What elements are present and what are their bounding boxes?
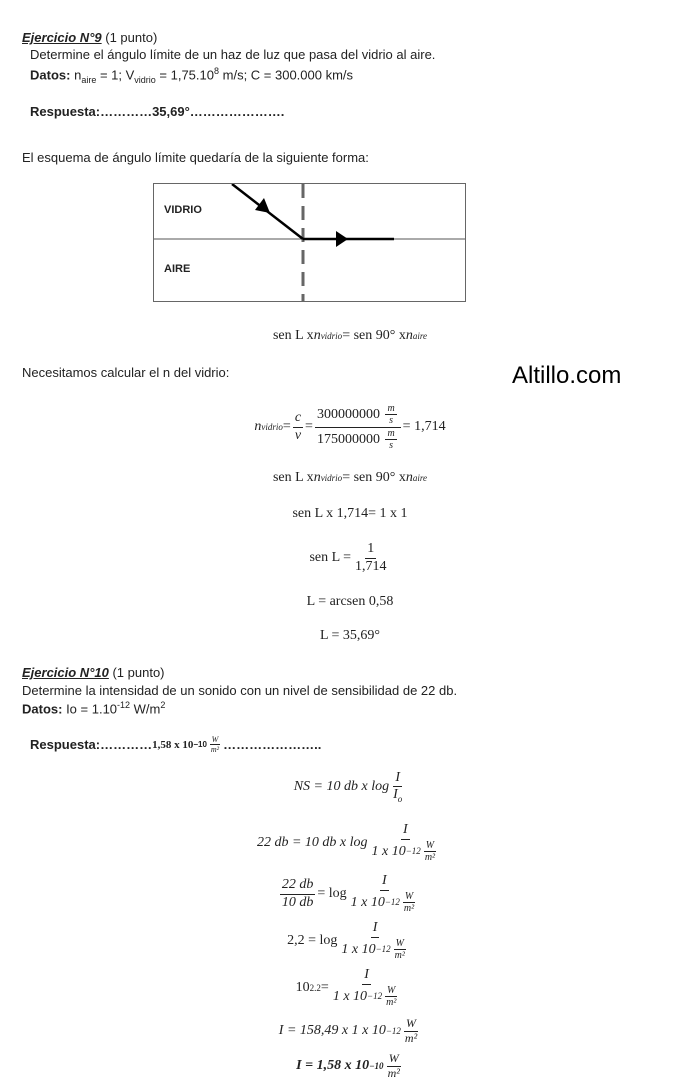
f6-unit — [403, 1017, 419, 1046]
eq2-c-over-v — [293, 410, 303, 443]
f6-W: W — [406, 1015, 417, 1030]
ex9-need-n: Necesitamos calcular el n del vidrio: — [22, 365, 230, 380]
eq2-n-sub: vidrio — [261, 422, 283, 432]
ex9-eq7: L = 35,69° — [319, 628, 381, 643]
ex10-respuesta-m2: m² — [210, 745, 220, 755]
f2-lhs: 22 db = 10 db x log — [256, 835, 368, 850]
eq3-n1-sub: vidrio — [320, 473, 343, 483]
diagram-label-aire: AIRE — [164, 263, 191, 275]
ex9-respuesta — [30, 104, 284, 119]
ex10-datos-unit: W/m — [130, 701, 161, 717]
ex9-eq5 — [0, 538, 700, 578]
f5-W: W — [387, 984, 396, 996]
ex10-respuesta-value: 1,58 x 10 — [152, 738, 194, 751]
f1-fraction — [391, 770, 404, 804]
eq3-lhs: sen L x — [272, 470, 314, 485]
f7-exp: −10 — [369, 1061, 384, 1071]
f2-den-exp: −12 — [405, 846, 421, 857]
f3-lnum: 22 db — [280, 877, 316, 894]
ex10-respuesta-W: W — [211, 735, 219, 744]
eq3-n2-sub: aire — [412, 473, 428, 483]
ex10-statement: Determine la intensidad de un sonido con un nivel de sensibilidad de 22 db. — [22, 683, 458, 698]
refracted-arrow-icon — [336, 231, 348, 247]
ex10-f5 — [0, 963, 700, 1013]
ex9-datos — [30, 66, 353, 85]
f3-m2: m² — [403, 903, 415, 915]
eq3-mid: = sen 90° x — [342, 470, 406, 485]
f3-fraction — [349, 873, 421, 914]
f6-m2: m² — [404, 1030, 418, 1045]
ex10-respuesta-unit — [209, 735, 221, 754]
ex9-datos-v-exp: 8 — [214, 66, 220, 76]
f3-left-fraction — [280, 877, 316, 910]
ex10-f4 — [0, 916, 700, 966]
ex10-respuesta-exp: −10 — [193, 740, 207, 750]
f4-lhs: 2,2 = log — [287, 933, 338, 948]
eq5-num: 1 — [365, 541, 376, 558]
incident-arrow-icon — [255, 198, 270, 213]
f3-lden: 10 db — [281, 894, 314, 910]
ex10-title: Ejercicio N°10 — [22, 665, 109, 680]
eq5-den: 1,714 — [355, 558, 387, 574]
ex10-respuesta-dots2: ………………….. — [223, 737, 322, 753]
f5-base: 10 — [295, 980, 310, 995]
f1-den — [391, 787, 404, 804]
eq2-eq2: = — [305, 419, 313, 434]
f3-mid: = log — [317, 886, 347, 901]
eq2-num-val: 300000000 — [316, 406, 380, 422]
eq5-lhs: sen L = — [309, 550, 352, 565]
diagram-svg — [154, 184, 465, 301]
ex9-eq-snell-2 — [0, 470, 700, 486]
f1-den-sub: o — [397, 793, 403, 804]
ex9-datos-v-sub: vidrio — [134, 74, 156, 85]
ex9-datos-n: n — [74, 67, 82, 83]
f2-den-pre: 1 x 10 — [371, 843, 406, 859]
eq3-n2: n — [405, 470, 413, 485]
eq2-eq: = — [282, 419, 291, 434]
f5-num: I — [362, 967, 371, 984]
eq1-n1-sub: vidrio — [320, 331, 343, 341]
limit-angle-diagram — [153, 183, 466, 302]
ex10-f7 — [0, 1048, 700, 1084]
ex10-f6 — [0, 1014, 700, 1048]
eq1-n2-sub: aire — [412, 331, 428, 341]
f2-W: W — [425, 839, 435, 851]
ex9-intro: El esquema de ángulo límite quedaría de la siguiente forma: — [22, 150, 369, 165]
f2-den — [370, 840, 442, 864]
eq1-n2: n — [405, 328, 413, 343]
ex9-eq-nvidrio — [0, 397, 700, 457]
f3-W: W — [404, 890, 414, 902]
eq2-num — [315, 403, 401, 428]
f1-den-I: I — [393, 786, 398, 802]
f1-num: I — [393, 770, 402, 787]
ex9-datos-n-sub: aire — [81, 74, 97, 85]
eq1-n1: n — [313, 328, 321, 343]
ex9-datos-rest: m/s; C = 300.000 km/s — [219, 67, 354, 83]
f5-den-unit — [384, 985, 398, 1009]
f1-lhs: NS = 10 db x log — [293, 779, 390, 794]
ex9-respuesta-label: Respuesta: — [30, 104, 101, 119]
eq2-den-val: 175000000 — [316, 431, 380, 447]
eq5-fraction — [353, 541, 389, 574]
f4-m2: m² — [394, 950, 405, 962]
f7-unit — [386, 1052, 402, 1081]
f5-fraction — [331, 967, 403, 1008]
ex10-datos-label: Datos: — [22, 701, 63, 717]
f3-den-exp: −12 — [384, 897, 400, 908]
f7-lhs: I = 1,58 x 10 — [296, 1058, 370, 1073]
ex10-datos-unit-exp: 2 — [160, 700, 166, 710]
ex10-respuesta — [30, 735, 321, 754]
f7-m2: m² — [387, 1065, 400, 1080]
eq2-num-m: m — [387, 402, 395, 414]
ex10-datos — [22, 700, 165, 716]
f6-exp: −12 — [385, 1026, 401, 1036]
f4-num: I — [371, 920, 380, 937]
ex10-datos-val: Io = 1.10 — [62, 701, 118, 717]
ex10-respuesta-dots1: ………… — [100, 737, 153, 753]
ex10-points: (1 punto) — [108, 665, 165, 680]
eq1-mid: = sen 90° x — [342, 328, 406, 343]
f5-exp: 2.2 — [309, 983, 321, 993]
f5-eq: = — [320, 980, 329, 995]
f3-den-unit — [402, 891, 416, 915]
ex9-datos-n-val: = 1; V — [96, 67, 135, 83]
eq2-n: n — [254, 419, 262, 434]
f5-den-pre: 1 x 10 — [332, 988, 368, 1004]
f5-den-exp: −12 — [367, 991, 383, 1002]
ex10-respuesta-label: Respuesta: — [30, 737, 101, 753]
eq2-v: v — [294, 427, 302, 443]
f2-num: I — [401, 822, 410, 839]
eq2-den-unit — [385, 428, 396, 452]
eq2-den-m: m — [387, 427, 395, 439]
f4-den — [339, 938, 411, 962]
ex9-title: Ejercicio N°9 — [22, 30, 102, 45]
eq2-result: = 1,714 — [402, 419, 446, 434]
f5-den — [331, 985, 403, 1009]
ex10-datos-exp: -12 — [117, 700, 131, 710]
eq2-den — [315, 428, 401, 452]
eq2-num-s: s — [389, 415, 393, 426]
ex10-f1 — [0, 766, 700, 808]
f2-m2: m² — [424, 852, 436, 864]
diagram-label-vidrio: VIDRIO — [164, 204, 202, 216]
ex10-f2 — [0, 818, 700, 868]
f4-den-unit — [393, 938, 407, 962]
ex9-eq-snell — [0, 328, 700, 344]
f5-m2: m² — [386, 997, 397, 1009]
f6-lhs: I = 158,49 x 1 x 10 — [278, 1023, 386, 1038]
ex10-f3 — [0, 868, 700, 920]
eq3-n1: n — [313, 470, 321, 485]
ex9-heading — [22, 30, 157, 45]
ex10-heading — [22, 665, 165, 680]
ex9-datos-v-val: = 1,75.10 — [155, 67, 214, 83]
f4-den-exp: −12 — [375, 944, 391, 955]
ex9-points: (1 punto) — [101, 30, 158, 45]
eq2-speed-fraction — [315, 403, 401, 452]
ex9-respuesta-value: …………35,69°…………………. — [100, 104, 285, 119]
eq2-c: c — [293, 410, 303, 427]
f3-den — [349, 891, 421, 915]
f3-den-pre: 1 x 10 — [350, 894, 385, 910]
ex9-eq4: sen L x 1,714= 1 x 1 — [292, 506, 408, 521]
f4-den-pre: 1 x 10 — [341, 941, 376, 957]
f7-W: W — [388, 1050, 399, 1065]
eq1-lhs: sen L x — [272, 328, 314, 343]
f4-fraction — [339, 920, 411, 961]
f4-W: W — [395, 937, 404, 949]
altillo-watermark: Altillo.com — [512, 362, 622, 389]
ex9-statement: Determine el ángulo límite de un haz de luz que pasa del vidrio al aire. — [30, 47, 436, 62]
ex9-datos-label: Datos: — [30, 67, 71, 83]
f3-num: I — [380, 873, 389, 890]
ex9-eq6: L = arcsen 0,58 — [306, 594, 394, 609]
eq2-den-s: s — [389, 440, 393, 451]
f2-fraction — [370, 822, 442, 863]
eq2-num-unit — [385, 403, 396, 427]
f2-den-unit — [423, 840, 437, 864]
